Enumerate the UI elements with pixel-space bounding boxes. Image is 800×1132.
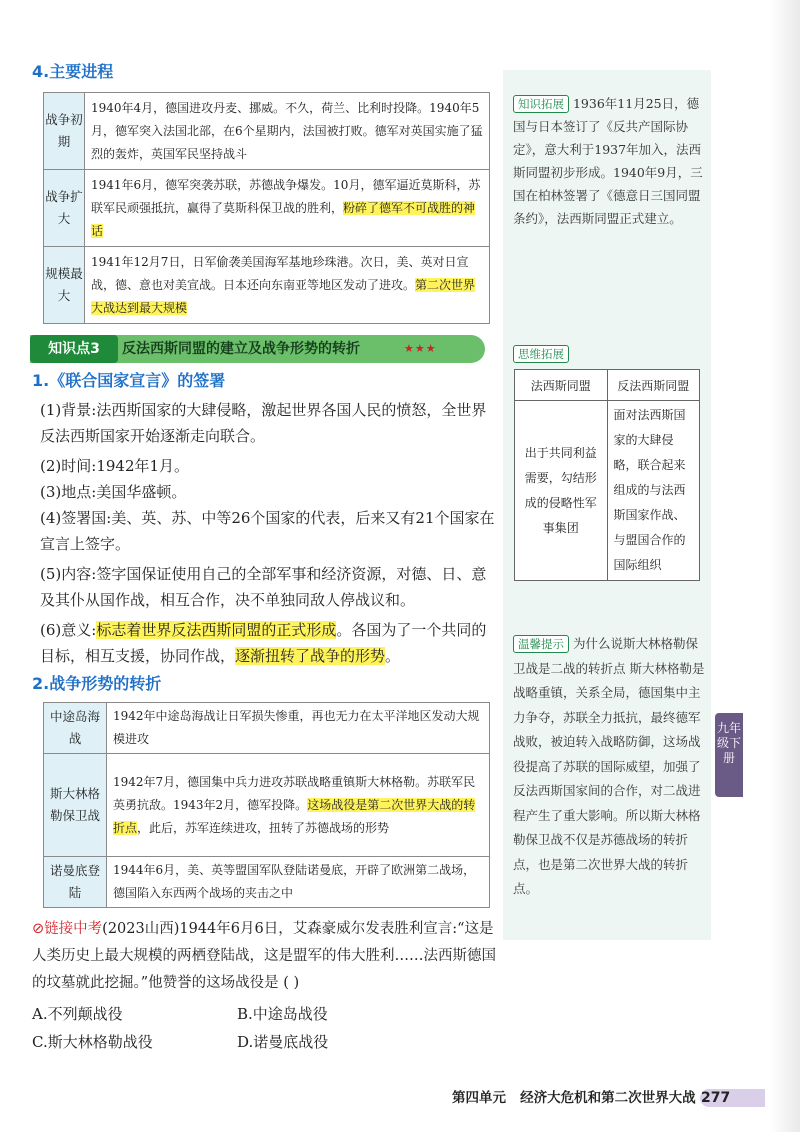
option-d: D.诺曼底战役 <box>237 1033 329 1051</box>
exam-link-label: 链接中考 <box>44 921 103 937</box>
table-row <box>44 754 490 857</box>
subsection-title: 1.《联合国家宣言》的签署 <box>32 371 226 390</box>
row-header: 战争初期 <box>44 93 85 170</box>
knowledge-extension-tag: 知识拓展 <box>513 95 569 113</box>
row-header: 战争扩大 <box>44 170 85 247</box>
row-text: 1940年4月，德国进攻丹麦、挪威。不久，荷兰、比利时投降。1940年5月，德军突入法国北部，在6个星期内，法国被打败。德军对英国实施了猛烈的轰炸，英国军民坚持战斗 <box>85 93 490 170</box>
table-cell: 面对法西斯国家的大肆侵略，联合起来组成的与法西斯国家作战、与盟国合作的国际组织 <box>607 401 700 581</box>
importance-stars: ★★★ <box>404 342 437 355</box>
row-text: 1942年中途岛海战让日军损失惨重，再也无力在太平洋地区发动大规模进攻 <box>107 703 490 754</box>
option-c: C.斯大林格勒战役 <box>32 1033 153 1051</box>
row-text: 1941年6月，德军突袭苏联，苏德战争爆发。10月，德军逼近莫斯科，苏联军民顽强抵抗，赢得了莫斯科保卫战的胜利，粉碎了德军不可战胜的神话 <box>85 170 490 247</box>
table-row <box>44 857 490 908</box>
row-header: 诺曼底登陆 <box>44 857 107 908</box>
row-header: 斯大林格勒保卫战 <box>44 754 107 857</box>
table-row <box>44 93 490 170</box>
row-text: 1944年6月，美、英等盟国军队登陆诺曼底，开辟了欧洲第二战场，德国陷入东西两个战场的夹击之中 <box>107 857 490 908</box>
row-header: 中途岛海战 <box>44 703 107 754</box>
knowledge-point-badge: 知识点3 <box>30 335 118 363</box>
table-row <box>515 401 700 581</box>
table-row <box>515 370 700 401</box>
list-item: (6)意义:标志着世界反法西斯同盟的正式形成。各国为了一个共同的目标，相互支援，协同作战，逐渐扭转了战争的形势。 <box>40 621 487 665</box>
turning-point-table <box>43 702 490 908</box>
subsection-title: 2.战争形势的转折 <box>32 674 162 693</box>
footer-unit: 第四单元 经济大危机和第二次世界大战 <box>452 1090 696 1106</box>
column-header: 反法西斯同盟 <box>607 370 700 401</box>
row-text: 1941年12月7日，日军偷袭美国海军基地珍珠港。次日，美、英对日宣战，德、意也对美宣战。日本还向东南亚等地区发动了进攻。第二次世界大战达到最大规模 <box>85 247 490 324</box>
page-number: 277 <box>701 1090 731 1106</box>
thinking-extension <box>513 343 569 363</box>
thinking-extension-tag: 思维拓展 <box>513 345 569 363</box>
row-header: 规模最大 <box>44 247 85 324</box>
option-a: A.不列颠战役 <box>32 1005 123 1023</box>
knowledge-point-title: 反法西斯同盟的建立及战争形势的转折 <box>122 341 360 357</box>
row-text: 1942年7月，德国集中兵力进攻苏联战略重镇斯大林格勒。苏联军民英勇抗敌。1943年2月，德军投降。这场战役是第二次世界大战的转折点，此后，苏军连续进攻，扭转了苏德战场的形势 <box>107 754 490 857</box>
section-title: 4.主要进程 <box>32 62 114 81</box>
link-icon: ⊘ <box>32 921 45 937</box>
table-row <box>44 170 490 247</box>
list-item: (2)时间:1942年1月。 <box>40 457 190 475</box>
exam-link-question: ⊘链接中考(2023山西)1944年6月6日，艾森豪威尔发表胜利宣言:“这是人类历史上最大规模的两栖登陆战，这是盟军的伟大胜利……法西斯德国的坟墓就此挖掘。”他赞誉的这场战役是 ( ) <box>32 921 496 991</box>
list-item: (4)签署国:美、英、苏、中等26个国家的代表，后来又有21个国家在宣言上签字。 <box>40 509 495 553</box>
progress-table <box>43 92 490 324</box>
warm-tip: 温馨提示 为什么说斯大林格勒保卫战是二战的转折点 斯大林格勒是战略重镇，关系全局，德国集中主力争夺，苏联全力抵抗，最终德军战败，被迫转入战略防御，这场战役提高了苏联的国际威望，加强了反法西斯国家间的合作，对二战进程产生了重大影响。所以斯大林格勒保卫战不仅是苏德战场的转折点，也是第二次世界大战的转折点。 <box>513 636 705 896</box>
warm-tip-tag: 温馨提示 <box>513 635 569 653</box>
column-header: 法西斯同盟 <box>515 370 608 401</box>
option-b: B.中途岛战役 <box>237 1005 328 1023</box>
knowledge-extension: 知识拓展 1936年11月25日，德国与日本签订了《反共产国际协定》，意大利于1937年加入，法西斯同盟初步形成。1940年9月，三国在柏林签署了《德意日三国同盟条约》，法西斯同盟正式建立。 <box>513 96 703 226</box>
table-row <box>44 247 490 324</box>
table-cell: 出于共同利益需要，勾结形成的侵略性军事集团 <box>515 401 608 581</box>
comparison-table <box>514 369 700 581</box>
list-item: (5)内容:签字国保证使用自己的全部军事和经济资源，对德、日、意及其仆从国作战，相互合作，决不单独同敌人停战议和。 <box>40 565 487 609</box>
list-item: (1)背景:法西斯国家的大肆侵略，激起世界各国人民的愤怒，全世界反法西斯国家开始逐渐走向联合。 <box>40 401 487 445</box>
page-edge-shadow <box>770 0 800 1132</box>
list-item: (3)地点:美国华盛顿。 <box>40 483 187 501</box>
table-row <box>44 703 490 754</box>
grade-tab: 九年级下册 <box>715 713 743 797</box>
